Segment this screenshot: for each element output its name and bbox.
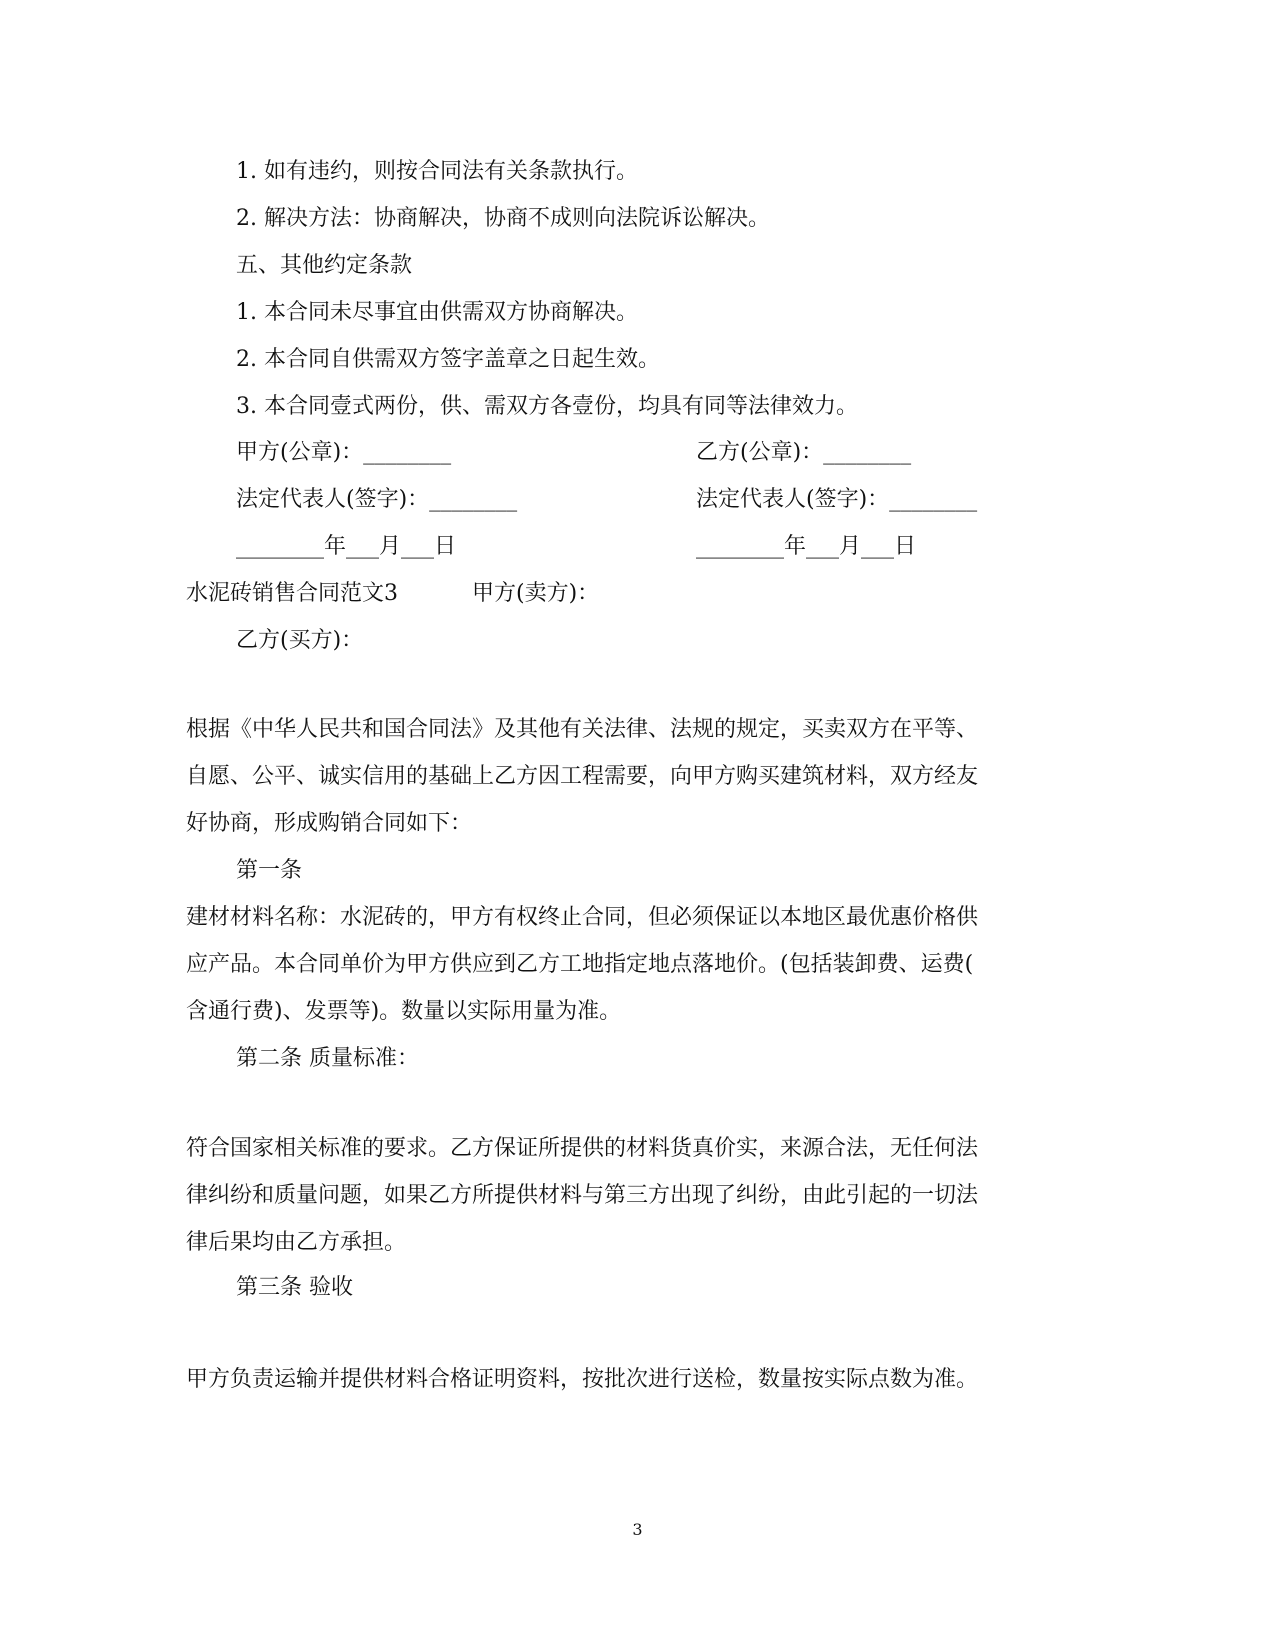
page-number: 3 bbox=[632, 1520, 643, 1539]
party-a-date-line: ________年___月___日 bbox=[236, 534, 457, 559]
buyer-line: 乙方(买方)： bbox=[236, 628, 364, 653]
party-a-representative-line: 法定代表人(签字)：________ bbox=[236, 487, 518, 512]
party-a-seal-line: 甲方(公章)：________ bbox=[236, 440, 452, 465]
article-3-heading: 第三条 验收 bbox=[236, 1275, 353, 1300]
article-1-line-2: 应产品。本合同单价为甲方供应到乙方工地指定地点落地价。(包括装卸费、运费( bbox=[186, 952, 974, 977]
article-1-heading: 第一条 bbox=[236, 858, 303, 883]
dispute-resolution-clause: 2. 解决方法：协商解决，协商不成则向法院诉讼解决。 bbox=[236, 206, 770, 231]
article-3-line-1: 甲方负责运输并提供材料合格证明资料，按批次进行送检，数量按实际点数为准。 bbox=[186, 1367, 979, 1392]
article-1-line-3: 含通行费)、发票等)。数量以实际用量为准。 bbox=[186, 999, 622, 1024]
other-term-1: 1. 本合同未尽事宜由供需双方协商解决。 bbox=[236, 300, 638, 325]
party-b-seal-line: 乙方(公章)：________ bbox=[696, 440, 912, 465]
party-b-representative-line: 法定代表人(签字)：________ bbox=[696, 487, 978, 512]
intro-paragraph-line-3: 好协商，形成购销合同如下： bbox=[186, 811, 473, 836]
article-2-line-3: 律后果均由乙方承担。 bbox=[186, 1230, 407, 1255]
other-term-2: 2. 本合同自供需双方签字盖章之日起生效。 bbox=[236, 347, 660, 372]
contract-3-title: 水泥砖销售合同范文3 bbox=[186, 581, 398, 606]
article-2-line-1: 符合国家相关标准的要求。乙方保证所提供的材料货真价实，来源合法，无任何法 bbox=[186, 1136, 979, 1161]
section-heading-other-terms: 五、其他约定条款 bbox=[236, 253, 413, 278]
article-1-line-1: 建材材料名称：水泥砖的，甲方有权终止合同，但必须保证以本地区最优惠价格供 bbox=[186, 905, 979, 930]
party-b-date-line: ________年___月___日 bbox=[696, 534, 917, 559]
intro-paragraph-line-2: 自愿、公平、诚实信用的基础上乙方因工程需要，向甲方购买建筑材料，双方经友 bbox=[186, 764, 979, 789]
article-2-heading: 第二条 质量标准： bbox=[236, 1046, 419, 1071]
other-term-3: 3. 本合同壹式两份，供、需双方各壹份，均具有同等法律效力。 bbox=[236, 394, 858, 419]
seller-line: 甲方(卖方)： bbox=[472, 581, 600, 606]
breach-clause: 1. 如有违约，则按合同法有关条款执行。 bbox=[236, 159, 638, 184]
intro-paragraph-line-1: 根据《中华人民共和国合同法》及其他有关法律、法规的规定，买卖双方在平等、 bbox=[186, 717, 979, 742]
article-2-line-2: 律纠纷和质量问题，如果乙方所提供材料与第三方出现了纠纷，由此引起的一切法 bbox=[186, 1183, 979, 1208]
